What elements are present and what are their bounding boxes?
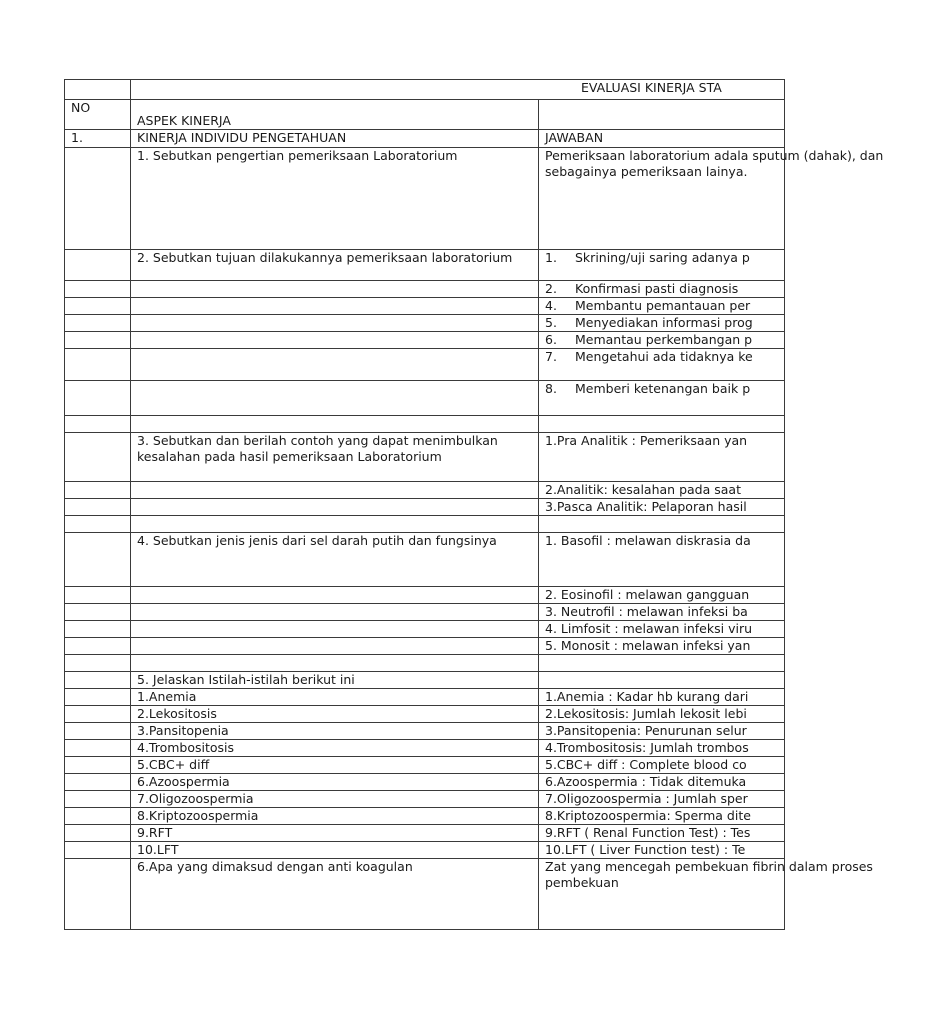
table-row: [65, 621, 785, 638]
question-cell: [131, 604, 539, 621]
table-row: [65, 433, 785, 482]
answer-cell: [539, 250, 785, 281]
table-row: [65, 349, 785, 381]
answer-cell: 3.Pansitopenia: Penurunan selur: [539, 723, 785, 740]
answer-cell: 2.Lekositosis: Jumlah lekosit lebi: [539, 706, 785, 723]
no-cell: [65, 332, 131, 349]
answer-cell: [539, 332, 785, 349]
question-cell: 6.Apa yang dimaksud dengan anti koagulan: [131, 859, 539, 930]
question-cell: [131, 638, 539, 655]
table-row: [65, 859, 785, 930]
question-cell: 5.CBC+ diff: [131, 757, 539, 774]
no-cell: [65, 587, 131, 604]
table-row: [65, 499, 785, 516]
answer-text: Mengetahui ada tidaknya ke: [575, 349, 753, 364]
no-cell: [65, 349, 131, 381]
section-row: [65, 130, 785, 148]
document-title: EVALUASI KINERJA STA: [131, 80, 785, 100]
answer-text: Membantu pemantauan per: [575, 298, 751, 313]
answer-text: Konfirmasi pasti diagnosis: [575, 281, 739, 296]
question-cell: 2. Sebutkan tujuan dilakukannya pemeriksaan laboratorium: [131, 250, 539, 281]
header-aspect-cell: [131, 100, 539, 130]
table-row: [65, 740, 785, 757]
answer-cell: 6.Azoospermia : Tidak ditemuka: [539, 774, 785, 791]
no-cell: [65, 638, 131, 655]
table-row: [65, 250, 785, 281]
answer-num: 2.: [545, 281, 557, 296]
answer-cell: 9.RFT ( Renal Function Test) : Tes: [539, 825, 785, 842]
table-row: [65, 672, 785, 689]
question-cell: [131, 655, 539, 672]
section-no: 1.: [65, 130, 131, 148]
table-row: [65, 587, 785, 604]
no-cell: [65, 842, 131, 859]
answer-cell: [539, 516, 785, 533]
table-row: [65, 298, 785, 315]
no-cell: [65, 482, 131, 499]
table-row: [65, 516, 785, 533]
table-row: [65, 416, 785, 433]
question-cell: 1. Sebutkan pengertian pemeriksaan Laboratorium: [131, 148, 539, 250]
no-cell: [65, 148, 131, 250]
answer-text: Memantau perkembangan p: [575, 332, 753, 347]
answer-text: Memberi ketenangan baik p: [575, 381, 751, 396]
question-cell: [131, 516, 539, 533]
question-cell: 4. Sebutkan jenis jenis dari sel darah putih dan fungsinya: [131, 533, 539, 587]
question-cell: [131, 332, 539, 349]
question-cell: [131, 499, 539, 516]
no-cell: [65, 516, 131, 533]
question-cell: [131, 416, 539, 433]
table-row: [65, 689, 785, 706]
no-cell: [65, 604, 131, 621]
answer-num: 8.: [545, 381, 557, 396]
question-cell: 9.RFT: [131, 825, 539, 842]
no-cell: [65, 706, 131, 723]
question-cell: [131, 381, 539, 416]
answer-cell: [539, 381, 785, 416]
question-cell: 1.Anemia: [131, 689, 539, 706]
no-cell: [65, 433, 131, 482]
no-cell: [65, 672, 131, 689]
answer-cell: 2. Eosinofil : melawan gangguan: [539, 587, 785, 604]
answer-cell: 10.LFT ( Liver Function test) : Te: [539, 842, 785, 859]
question-cell: 3. Sebutkan dan berilah contoh yang dapat menimbulkan kesalahan pada hasil pemeriksaan Laboratorium: [131, 433, 539, 482]
no-cell: [65, 774, 131, 791]
answer-cell: [539, 416, 785, 433]
no-cell: [65, 250, 131, 281]
table-row: [65, 332, 785, 349]
question-cell: 5. Jelaskan Istilah-istilah berikut ini: [131, 672, 539, 689]
answer-header: JAWABAN: [539, 130, 785, 148]
no-cell: [65, 655, 131, 672]
answer-cell: [539, 349, 785, 381]
no-cell: [65, 825, 131, 842]
answer-cell: 4.Trombositosis: Jumlah trombos: [539, 740, 785, 757]
question-cell: [131, 621, 539, 638]
table-row: [65, 482, 785, 499]
no-cell: [65, 315, 131, 332]
answer-cell: 1.Pra Analitik : Pemeriksaan yan: [539, 433, 785, 482]
answer-num: 1.: [545, 250, 557, 265]
table-row: [65, 808, 785, 825]
answer-text: Pemeriksaan laboratorium adala sputum (dahak), dan sebagainya pemeriksaan lainya.: [545, 148, 884, 179]
answer-cell: 1.Anemia : Kadar hb kurang dari: [539, 689, 785, 706]
table-row: [65, 757, 785, 774]
answer-text: Skrining/uji saring adanya p: [575, 250, 750, 265]
table-row: [65, 825, 785, 842]
question-cell: 4.Trombositosis: [131, 740, 539, 757]
table-row: [65, 723, 785, 740]
table-row: [65, 604, 785, 621]
header-no: NO: [65, 100, 131, 130]
question-cell: [131, 482, 539, 499]
header-aspect: ASPEK KINERJA: [137, 113, 231, 128]
no-cell: [65, 689, 131, 706]
question-cell: 7.Oligozoospermia: [131, 791, 539, 808]
question-cell: [131, 281, 539, 298]
answer-cell: 1. Basofil : melawan diskrasia da: [539, 533, 785, 587]
answer-cell: 8.Kriptozoospermia: Sperma dite: [539, 808, 785, 825]
answer-cell: [539, 655, 785, 672]
answer-cell: [539, 315, 785, 332]
table-row: [65, 774, 785, 791]
no-cell: [65, 533, 131, 587]
answer-num: 5.: [545, 315, 557, 330]
no-cell: [65, 381, 131, 416]
table-row: [65, 148, 785, 250]
header-blank-cell: [539, 100, 785, 130]
no-cell: [65, 757, 131, 774]
no-cell: [65, 791, 131, 808]
table-row: [65, 381, 785, 416]
answer-cell: 7.Oligozoospermia : Jumlah sper: [539, 791, 785, 808]
table-row: [65, 533, 785, 587]
table-row: [65, 842, 785, 859]
question-cell: 6.Azoospermia: [131, 774, 539, 791]
answer-cell: 5. Monosit : melawan infeksi yan: [539, 638, 785, 655]
question-cell: [131, 587, 539, 604]
answer-text: Menyediakan informasi prog: [575, 315, 753, 330]
question-cell: [131, 349, 539, 381]
header-row: [65, 100, 785, 130]
answer-cell: [539, 298, 785, 315]
answer-text: Zat yang mencegah pembekuan fibrin dalam proses pembekuan: [545, 859, 873, 890]
table-row: [65, 281, 785, 298]
table-row: [65, 706, 785, 723]
no-cell: [65, 621, 131, 638]
answer-cell: [539, 148, 884, 250]
title-row: [65, 80, 785, 100]
section-title: KINERJA INDIVIDU PENGETAHUAN: [131, 130, 539, 148]
no-cell: [65, 281, 131, 298]
table-row: [65, 791, 785, 808]
answer-cell: [539, 672, 785, 689]
answer-cell: [539, 859, 873, 930]
question-cell: [131, 298, 539, 315]
table-row: [65, 655, 785, 672]
table-row: [65, 638, 785, 655]
question-cell: 10.LFT: [131, 842, 539, 859]
evaluation-table: [64, 79, 884, 930]
no-cell: [65, 723, 131, 740]
no-cell: [65, 499, 131, 516]
question-cell: [131, 315, 539, 332]
answer-cell: 3. Neutrofil : melawan infeksi ba: [539, 604, 785, 621]
table-row: [65, 315, 785, 332]
answer-cell: 2.Analitik: kesalahan pada saat: [539, 482, 785, 499]
no-cell: [65, 416, 131, 433]
title-blank-cell: [65, 80, 131, 100]
no-cell: [65, 740, 131, 757]
question-cell: 8.Kriptozoospermia: [131, 808, 539, 825]
answer-cell: 5.CBC+ diff : Complete blood co: [539, 757, 785, 774]
question-cell: 3.Pansitopenia: [131, 723, 539, 740]
no-cell: [65, 298, 131, 315]
answer-cell: 3.Pasca Analitik: Pelaporan hasil: [539, 499, 785, 516]
question-cell: 2.Lekositosis: [131, 706, 539, 723]
answer-cell: 4. Limfosit : melawan infeksi viru: [539, 621, 785, 638]
answer-cell: [539, 281, 785, 298]
answer-num: 6.: [545, 332, 557, 347]
answer-num: 4.: [545, 298, 557, 313]
no-cell: [65, 808, 131, 825]
no-cell: [65, 859, 131, 930]
answer-num: 7.: [545, 349, 557, 364]
